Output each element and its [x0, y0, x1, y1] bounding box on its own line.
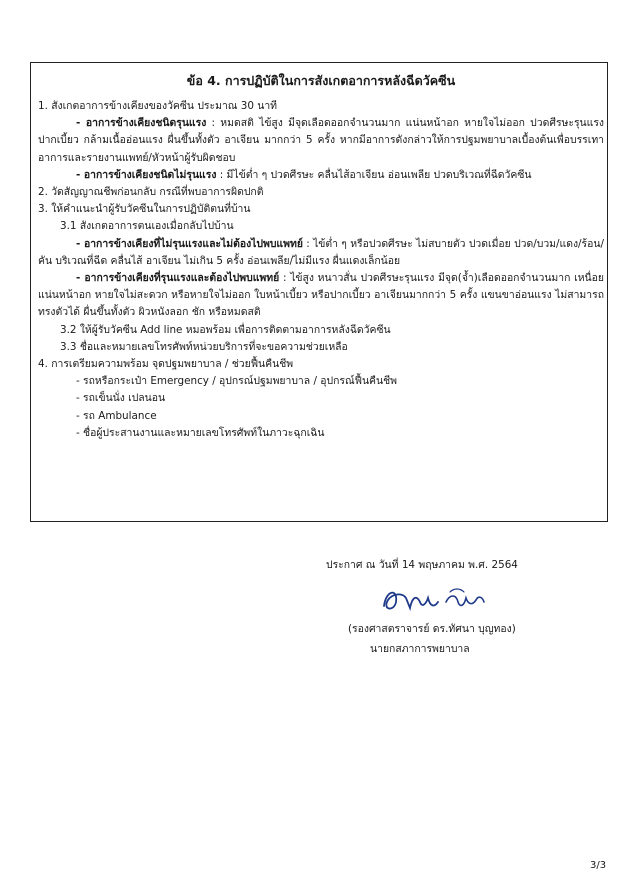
item-3-3: 3.3 ชื่อและหมายเลขโทรศัพท์หน่วยบริการที่จะขอความช่วยเหลือ: [60, 340, 348, 353]
severe-reaction-paragraph: [38, 115, 604, 167]
item-4-list-item: - รถเข็นนั่ง เปลนอน: [76, 392, 166, 405]
announcement-date: ประกาศ ณ วันที่ 14 พฤษภาคม พ.ศ. 2564: [326, 559, 518, 571]
item-3: 3. ให้คำแนะนำผู้รับวัคซีนในการปฏิบัติตนที่บ้าน: [38, 203, 251, 216]
home-mild-label: - อาการข้างเคียงที่ไม่รุนแรงและไม่ต้องไปพบแพทย์: [76, 237, 303, 250]
item-3-2: 3.2 ให้ผู้รับวัคซีน Add line หมอพร้อม เพื่อการติดตามอาการหลังฉีดวัคซีน: [60, 323, 391, 336]
signer-name: (รองศาสตราจารย์ ดร.ทัศนา บุญทอง): [348, 623, 516, 635]
signer-position: นายกสภาการพยาบาล: [370, 643, 470, 655]
section-heading: ข้อ 4. การปฏิบัติในการสังเกตอาการหลังฉีดวัคซีน: [186, 73, 456, 88]
mild-reaction-label: - อาการข้างเคียงชนิดไม่รุนแรง: [76, 168, 217, 181]
severe-reaction-label: - อาการข้างเคียงชนิดรุนแรง: [76, 117, 207, 130]
mild-reaction-text: : มีไข้ต่ำ ๆ ปวดศีรษะ คลื่นไส้อาเจียน อ่อนเพลีย ปวดบริเวณที่ฉีดวัคซีน: [216, 168, 532, 181]
mild-reaction-paragraph: [38, 167, 604, 184]
item-4-list-item: - รถหรือกระเป๋า Emergency / อุปกรณ์ปฐมพยาบาล / อุปกรณ์ฟื้นคืนชีพ: [76, 375, 398, 388]
item-2: 2. วัดสัญญาณชีพก่อนกลับ กรณีที่พบอาการผิดปกติ: [38, 186, 264, 199]
document-body: [38, 72, 604, 442]
handwritten-signature: [376, 580, 496, 620]
item-3-1: 3.1 สังเกตอาการตนเองเมื่อกลับไปบ้าน: [60, 220, 234, 233]
item-4-list-item: - ชื่อผู้ประสานงานและหมายเลขโทรศัพท์ในภาวะฉุกเฉิน: [76, 426, 325, 439]
severe-reaction-text: : หมดสติ ไข้สูง มีจุดเลือดออกจำนวนมาก แน่นหน้าอก หายใจไม่ออก ปวดศีรษะรุนแรง ปากเบี้ยว กล้ามเนื้ออ่อนแรง ผื่นขึ้นทั้งตัว อาเจียน มากกว่า 5 ครั้ง หากมีอาการดังกล่าวให้การปฐมพยาบาลเบื้องต้นเพื่อบรรเทาอาการและรายงานแพทย์/หัวหน้าผู้รับผิดชอบ: [38, 117, 604, 164]
home-severe-label: - อาการข้างเคียงที่รุนแรงและต้องไปพบแพทย์: [76, 272, 280, 285]
item-4: 4. การเตรียมความพร้อม จุดปฐมพยาบาล / ช่วยฟื้นคืนชีพ: [38, 358, 294, 371]
home-severe-text: : ไข้สูง หนาวสั่น ปวดศีรษะรุนแรง มีจุด(จ้ำ)เลือดออกจำนวนมาก เหนื่อย แน่นหน้าอก หายใจไม่สะดวก หรือหายใจไม่ออก ใบหน้าเบี้ยว หรือปากเบี้ยว อาเจียนมากกว่า 5 ครั้ง แขนขาอ่อนแรง ไม่สามารถทรงตัวได้ ผื่นขึ้นทั้งตัว ผิวหนังลอก ชัก หรือหมดสติ: [38, 272, 604, 319]
home-mild-text: : ไข้ต่ำ ๆ หรือปวดศีรษะ ไม่สบายตัว ปวดเมื่อย ปวด/บวม/แดง/ร้อน/คัน บริเวณที่ฉีด คลื่นไส้ อาเจียน ไม่เกิน 5 ครั้ง อ่อนเพลีย/ไม่มีแรง ผื่นแดงเล็กน้อย: [38, 237, 604, 267]
home-mild-paragraph: [38, 236, 604, 270]
home-severe-paragraph: [38, 270, 604, 322]
item-4-list-item: - รถ Ambulance: [76, 409, 157, 422]
page-number: 3/3: [590, 860, 607, 871]
item-1: 1. สังเกตอาการข้างเคียงของวัคซีน ประมาณ 30 นาที: [38, 100, 278, 112]
